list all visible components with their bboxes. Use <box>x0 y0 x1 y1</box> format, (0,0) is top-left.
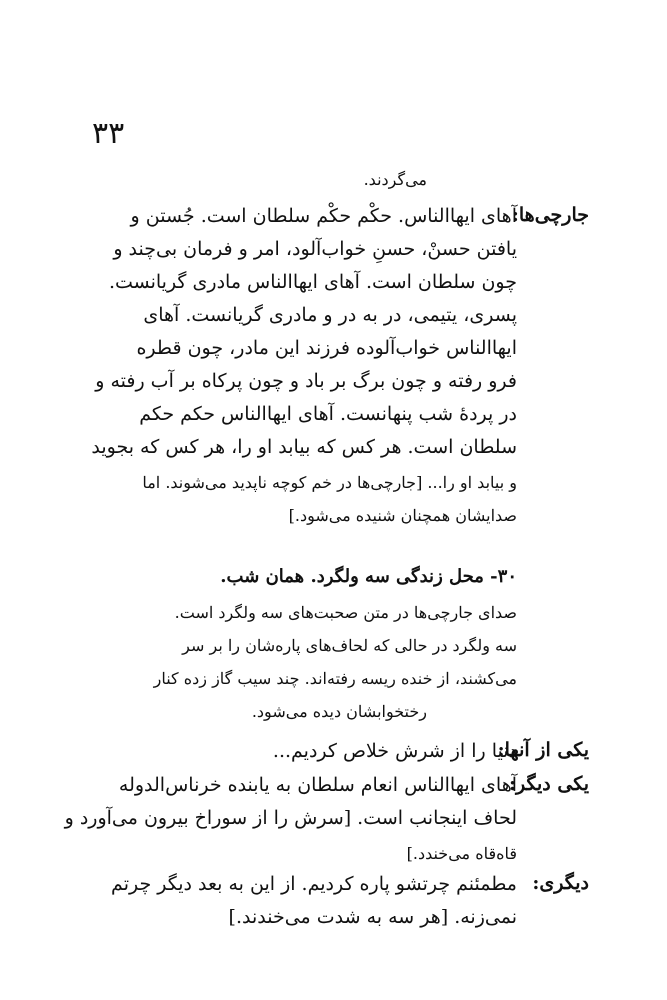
dialogue-line: سلطان است. هر کس که بیابد او را، هر کس که بجوید <box>91 436 517 458</box>
dialogue-line: در پردهٔ شب پنهانست. آهای ایهاالناس حکم حکم <box>139 403 517 425</box>
dialogue-line: قاه‌قاه می‌خندد.] <box>406 844 517 863</box>
dialogue-line: فرو رفته و چون برگ بر باد و چون پرکاه بر آب رفته و <box>95 370 517 392</box>
scene-description-line: رختخوابشان دیده می‌شود. <box>251 702 427 721</box>
dialogue-line: چون سلطان است. آهای ایهاالناس مادری گریانست. <box>108 271 517 293</box>
dialogue-line: آهای ایهاالناس. حکْم حکْم سلطان است. جُستن و <box>130 205 517 227</box>
dialogue-line: آهای ایهاالناس انعام سلطان به یابنده خرناس‌الدوله <box>118 774 517 796</box>
scene-description-line: سه ولگرد در حالی که لحاف‌های پاره‌شان را بر سر <box>182 636 517 655</box>
dialogue-line: پسری، یتیمی، در به در و مادری گریانست. آهای <box>143 304 517 326</box>
speaker-other: دیگری: <box>532 872 589 894</box>
dialogue-line: صدایشان همچنان شنیده می‌شود.] <box>288 506 517 525</box>
dialogue-line: ایهاالناس خواب‌آلوده فرزند این مادر، چون قطره <box>136 337 517 359</box>
scene-description-line: صدای جارچی‌ها در متن صحبت‌های سه ولگرد است. <box>174 603 517 622</box>
speaker-jarchiha: جارچی‌ها: <box>511 204 589 226</box>
dialogue-line: نمی‌زنه. [هر سه به شدت می‌خندند.] <box>228 906 517 928</box>
speaker-one-of-them: یکی از آنها: <box>497 739 589 761</box>
dialogue-line: یافتن حسنْ، حسنِ خواب‌آلود، امر و فرمان بی‌چند و <box>113 238 517 260</box>
speaker-another: یکی دیگر: <box>509 773 589 795</box>
dialogue-line: دنیا را از شرش خلاص کردیم... <box>272 740 517 762</box>
scene-heading: ۳۰- محل زندگی سه ولگرد. همان شب. <box>220 566 517 587</box>
dialogue-line: لحاف اینجانب است. [سرش را از سوراخ بیرون می‌آورد و <box>64 807 517 829</box>
dialogue-line: مطمئنم چرتشو پاره کردیم. از این به بعد دیگر چرتم <box>111 873 517 895</box>
dialogue-line: و بیابد او را... [جارچی‌ها در خم کوچه ناپدید می‌شوند. اما <box>142 473 517 492</box>
scene-description-line: می‌کشند، از خنده ریسه رفته‌اند. چند سیب گاز زده کنار <box>153 669 517 688</box>
intro-stage-direction: می‌گردند. <box>363 170 427 189</box>
page-number: ۳۳ <box>92 116 125 151</box>
